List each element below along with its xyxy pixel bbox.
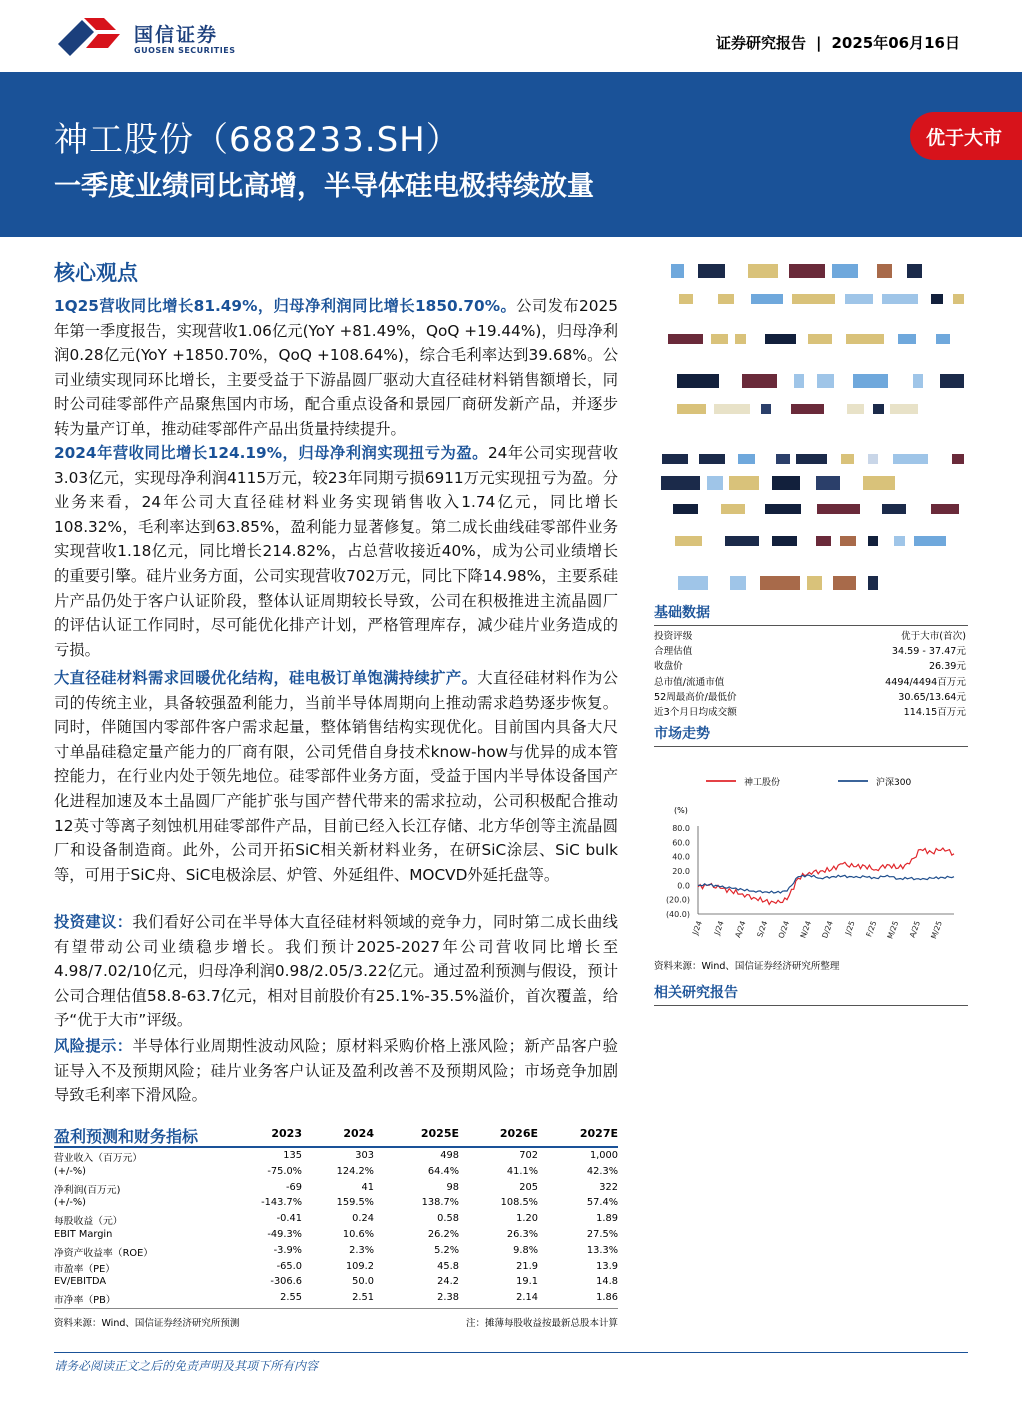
year-header: 2025E bbox=[420, 1127, 459, 1140]
redacted-block bbox=[668, 334, 703, 344]
rating-badge bbox=[910, 112, 1022, 160]
report-title: 神工股份（688233.SH） bbox=[54, 120, 461, 160]
basic-data-value: 26.39元 bbox=[928, 661, 966, 673]
redacted-block bbox=[847, 404, 864, 414]
x-tick-label: N/24 bbox=[798, 919, 813, 940]
table-header bbox=[54, 1124, 618, 1148]
table-row bbox=[54, 1227, 618, 1243]
redacted-block bbox=[735, 334, 746, 344]
redacted-block bbox=[898, 334, 916, 344]
table-cell: 41.1% bbox=[506, 1165, 538, 1177]
redacted-block bbox=[738, 454, 755, 464]
footer-divider bbox=[54, 1352, 968, 1353]
row-label: 市净率（PB） bbox=[54, 1295, 116, 1307]
redacted-block bbox=[765, 504, 801, 514]
table-row bbox=[54, 1243, 618, 1259]
redacted-block bbox=[742, 374, 777, 388]
analyst-info-redacted bbox=[654, 258, 968, 594]
x-tick-label: M/25 bbox=[885, 919, 901, 941]
redacted-block bbox=[816, 476, 840, 490]
row-label: 净利润(百万元) bbox=[54, 1184, 121, 1196]
row-label: 净资产收益率（ROE） bbox=[54, 1247, 154, 1259]
rating-label: 优于大市 bbox=[926, 127, 1003, 149]
table-cell: 138.7% bbox=[421, 1197, 459, 1209]
year-header: 2027E bbox=[579, 1127, 618, 1140]
basic-data-value: 114.15百万元 bbox=[903, 707, 966, 718]
redacted-block bbox=[679, 294, 693, 304]
table-cell: 10.6% bbox=[342, 1228, 374, 1240]
table-row bbox=[54, 1148, 618, 1164]
redacted-block bbox=[789, 264, 825, 278]
table-source: 资料来源：Wind、国信证券经济研究所预测 bbox=[54, 1317, 240, 1329]
row-label: 每股收益（元） bbox=[54, 1216, 123, 1228]
series-line-1 bbox=[698, 848, 954, 904]
table-cell: 702 bbox=[519, 1150, 538, 1161]
redacted-block bbox=[853, 374, 888, 388]
redacted-block bbox=[873, 404, 884, 414]
report-meta bbox=[716, 32, 960, 53]
redacted-block bbox=[953, 294, 964, 304]
core-paragraph-1 bbox=[54, 294, 618, 442]
basic-data-row bbox=[654, 628, 966, 642]
y-tick-label: 20.0 bbox=[672, 867, 690, 876]
table-row bbox=[54, 1290, 618, 1306]
table-cell: 0.24 bbox=[352, 1213, 374, 1225]
investment-advice-paragraph bbox=[54, 910, 618, 1033]
table-cell: 322 bbox=[599, 1181, 618, 1193]
table-cell: 1.86 bbox=[596, 1292, 618, 1304]
redacted-block bbox=[931, 504, 959, 514]
redacted-block bbox=[913, 374, 923, 388]
table-row bbox=[54, 1211, 618, 1227]
basic-data-value: 34.59 - 37.47元 bbox=[891, 646, 966, 658]
redacted-block bbox=[845, 294, 873, 304]
legend-label-series-1: 神工股份 bbox=[744, 778, 781, 788]
table-cell: 21.9 bbox=[516, 1260, 538, 1272]
x-tick-label: M/25 bbox=[929, 919, 944, 941]
y-tick-label: 60.0 bbox=[672, 838, 690, 848]
table-body bbox=[54, 1148, 618, 1306]
y-tick-label: 0.0 bbox=[677, 881, 690, 891]
table-row bbox=[54, 1274, 618, 1290]
year-header: 2023 bbox=[271, 1127, 302, 1140]
logo-text-en: GUOSEN SECURITIES bbox=[134, 46, 236, 55]
row-label: 营业收入（百万元） bbox=[54, 1153, 143, 1164]
meta-separator: | bbox=[816, 34, 822, 52]
table-cell: 135 bbox=[283, 1150, 302, 1161]
table-cell: 2.55 bbox=[280, 1292, 302, 1304]
table-cell: -49.3% bbox=[267, 1228, 302, 1240]
report-date: 2025年06月16日 bbox=[831, 34, 960, 52]
basic-data-value: 优于大市(首次) bbox=[900, 631, 966, 642]
row-label: (+/-%) bbox=[54, 1197, 86, 1209]
redacted-block bbox=[817, 374, 834, 388]
redacted-block bbox=[914, 536, 946, 546]
table-cell: 41 bbox=[361, 1181, 374, 1193]
table-cell: 109.2 bbox=[345, 1260, 374, 1272]
table-cell: 303 bbox=[355, 1150, 374, 1161]
redacted-block bbox=[677, 374, 719, 388]
core-view-heading: 核心观点 bbox=[54, 261, 138, 285]
report-type: 证券研究报告 bbox=[716, 34, 807, 52]
table-cell: 9.8% bbox=[513, 1244, 538, 1256]
x-tick-label: A/25 bbox=[907, 919, 923, 939]
table-cell: 13.3% bbox=[586, 1244, 618, 1256]
redacted-block bbox=[863, 476, 895, 490]
table-cell: 205 bbox=[519, 1181, 538, 1193]
core-paragraph-3 bbox=[54, 666, 618, 887]
redacted-block bbox=[893, 454, 928, 464]
basic-data-value: 4494/4494百万元 bbox=[885, 676, 966, 688]
redacted-block bbox=[816, 536, 831, 546]
logo-mark-icon bbox=[54, 14, 126, 58]
basic-data-key: 总市值/流通市值 bbox=[654, 676, 725, 688]
redacted-block bbox=[882, 294, 918, 304]
table-footer bbox=[54, 1308, 618, 1330]
table-cell: -306.6 bbox=[270, 1276, 302, 1288]
redacted-block bbox=[791, 404, 824, 414]
paragraph-lead: 大直径硅材料需求回暖优化结构，硅电极订单饱满持续扩产。 bbox=[54, 669, 478, 687]
report-subtitle: 一季度业绩同比高增，半导体硅电极持续放量 bbox=[54, 171, 594, 202]
redacted-block bbox=[673, 504, 698, 514]
redacted-block bbox=[931, 294, 943, 304]
table-cell: -69 bbox=[285, 1181, 302, 1193]
redacted-block bbox=[796, 454, 827, 464]
redacted-block bbox=[714, 404, 750, 414]
footer-disclaimer: 请务必阅读正文之后的免责声明及其项下所有内容 bbox=[54, 1359, 319, 1373]
basic-data-heading: 基础数据 bbox=[654, 602, 968, 626]
table-cell: 108.5% bbox=[500, 1197, 538, 1209]
redacted-block bbox=[776, 454, 790, 464]
redacted-block bbox=[751, 294, 783, 304]
paragraph-text: 大直径硅材料作为公司的传统主业，具备较强盈利能力，当前半导体周期向上推动需求趋势逐步恢复。同时，伴随国内零部件客户需求起量，整体销售结构实现优化。目前国内具备大尺寸单晶硅稳定量产能力的厂商有限，公司凭借自身技术know-how与优异的成本管控能力，在行业内处于领先地位。硅零部件业务方面，受益于国内半导体设备国产化进程加速及本土晶圆厂产能扩张与国产替代带来的需求拉动，公司积极配合推动12英寸等离子刻蚀机用硅零部件产品，目前已经入长江存储、北方华创等主流晶圆厂和设备制造商。此外，公司开拓SiC相关新材料业务，在研SiC涂层、SiC bulk等，可用于SiC舟、SiC电极涂层、炉管、外延组件、MOCVD外延托盘等。 bbox=[54, 669, 618, 884]
row-label: EBIT Margin bbox=[54, 1228, 113, 1240]
redacted-block bbox=[730, 576, 746, 590]
redacted-block bbox=[721, 504, 745, 514]
basic-data-row bbox=[654, 658, 966, 672]
company-logo bbox=[54, 14, 244, 62]
table-cell: -143.7% bbox=[261, 1197, 302, 1209]
table-cell: 1.89 bbox=[596, 1213, 618, 1225]
y-tick-label: (40.0) bbox=[665, 910, 690, 919]
redacted-block bbox=[729, 476, 759, 490]
redacted-block bbox=[761, 404, 771, 414]
redacted-block bbox=[698, 264, 725, 278]
table-cell: 50.0 bbox=[352, 1276, 374, 1288]
redacted-block bbox=[846, 334, 884, 344]
basic-data-key: 合理估值 bbox=[654, 646, 693, 658]
redacted-block bbox=[907, 264, 922, 278]
basic-data-row bbox=[654, 643, 966, 657]
redacted-block bbox=[940, 374, 964, 388]
year-header: 2024 bbox=[343, 1127, 374, 1140]
financial-forecast-table bbox=[54, 1124, 618, 1330]
related-reports-heading: 相关研究报告 bbox=[654, 982, 968, 1006]
table-cell: -0.41 bbox=[276, 1213, 302, 1225]
redacted-block bbox=[817, 504, 860, 514]
redacted-block bbox=[772, 536, 797, 546]
redacted-block bbox=[894, 536, 905, 546]
redacted-block bbox=[877, 264, 892, 278]
table-cell: 13.9 bbox=[596, 1260, 618, 1272]
redacted-block bbox=[841, 454, 854, 464]
x-tick-label: A/24 bbox=[733, 919, 748, 939]
legend-label-series-2: 沪深300 bbox=[876, 778, 912, 788]
redacted-block bbox=[868, 536, 878, 546]
redacted-block bbox=[882, 504, 906, 514]
table-cell: 1.20 bbox=[516, 1213, 538, 1225]
basic-data-row bbox=[654, 704, 966, 718]
basic-data-key: 收盘价 bbox=[654, 661, 683, 673]
basic-data-key: 52周最高价/最低价 bbox=[654, 691, 737, 703]
redacted-block bbox=[890, 404, 918, 414]
paragraph-text: 半导体行业周期性波动风险；原材料采购价格上涨风险；新产品客户验证导入不及预期风险；硅片业务客户认证及盈利改善不及预期风险；市场竞争加剧导致毛利率下滑风险。 bbox=[54, 1037, 618, 1105]
table-title: 盈利预测和财务指标 bbox=[54, 1127, 199, 1146]
row-label: 市盈率（PE） bbox=[54, 1263, 116, 1275]
table-row bbox=[54, 1180, 618, 1196]
table-cell: 2.3% bbox=[349, 1244, 374, 1256]
table-cell: 98 bbox=[446, 1181, 459, 1193]
x-tick-label: J/25 bbox=[843, 919, 857, 937]
redacted-block bbox=[840, 536, 856, 546]
top-bar bbox=[0, 0, 1022, 72]
chart-source: 资料来源：Wind、国信证券经济研究所整理 bbox=[654, 961, 840, 972]
stock-trend-chart bbox=[654, 766, 968, 956]
x-tick-label: J/24 bbox=[712, 919, 726, 937]
basic-data-key: 投资评级 bbox=[654, 631, 693, 642]
table-cell: 124.2% bbox=[336, 1165, 374, 1177]
row-label: (+/-%) bbox=[54, 1165, 86, 1177]
table-cell: 159.5% bbox=[336, 1197, 374, 1209]
table-cell: 1,000 bbox=[589, 1150, 618, 1161]
table-cell: 19.1 bbox=[516, 1276, 538, 1288]
table-cell: 57.4% bbox=[586, 1197, 618, 1209]
redacted-block bbox=[792, 294, 835, 304]
logo-text-cn: 国信证券 bbox=[134, 24, 219, 46]
redacted-block bbox=[671, 264, 684, 278]
x-tick-label: S/24 bbox=[755, 919, 770, 939]
redacted-block bbox=[765, 334, 796, 344]
paragraph-lead: 2024年营收同比增长124.19%，归母净利润实现扭亏为盈。 bbox=[54, 444, 488, 462]
redacted-block bbox=[677, 404, 706, 414]
table-cell: 2.51 bbox=[352, 1292, 374, 1304]
paragraph-text: 24年公司实现营收3.03亿元，实现母净利润4115万元，较23年同期亏损6911万元实现扭亏为盈。分业务来看，24年公司大直径硅材料业务实现销售收入1.74亿元，同比增长108.32%，毛利率达到63.85%，盈利能力显著修复。第二成长曲线硅零部件业务实现营收1.18亿元，同比增长214.82%，占总营收接近40%，成为公司业绩增长的重要引擎。硅片业务方面，公司实现营收702万元，同比下降14.98%，主要系硅片产品仍处于客户认证阶段，整体认证周期较长导致，公司在积极推进主流晶圆厂的评估认证工作同时，尽可能优化排产计划，严格管理库存，减少硅片业务造成的亏损。 bbox=[54, 444, 618, 659]
table-cell: 14.8 bbox=[596, 1276, 618, 1288]
table-cell: 26.2% bbox=[427, 1228, 459, 1240]
redacted-block bbox=[699, 454, 725, 464]
table-cell: -75.0% bbox=[267, 1165, 302, 1177]
redacted-block bbox=[707, 476, 723, 490]
redacted-block bbox=[678, 576, 708, 590]
redacted-block bbox=[772, 476, 800, 490]
risk-warning-paragraph bbox=[54, 1034, 618, 1108]
redacted-block bbox=[675, 536, 702, 546]
table-cell: 0.58 bbox=[437, 1213, 459, 1225]
table-cell: -3.9% bbox=[273, 1244, 302, 1256]
x-tick-label: F/25 bbox=[864, 919, 879, 939]
redacted-block bbox=[936, 334, 950, 344]
redacted-block bbox=[661, 476, 700, 490]
redacted-block bbox=[833, 576, 856, 590]
paragraph-lead: 1Q25营收同比增长81.49%，归母净利润同比增长1850.70%。 bbox=[54, 297, 517, 315]
x-tick-label: O/24 bbox=[776, 919, 792, 940]
table-cell: 26.3% bbox=[506, 1228, 538, 1240]
table-cell: 2.38 bbox=[437, 1292, 459, 1304]
redacted-block bbox=[794, 374, 804, 388]
table-cell: -65.0 bbox=[276, 1260, 302, 1272]
table-cell: 5.2% bbox=[434, 1244, 459, 1256]
paragraph-lead: 风险提示： bbox=[54, 1037, 133, 1055]
y-tick-label: 80.0 bbox=[672, 824, 690, 833]
y-tick-label: 40.0 bbox=[672, 852, 690, 862]
table-note: 注：摊薄每股收益按最新总股本计算 bbox=[465, 1317, 618, 1329]
year-header: 2026E bbox=[499, 1127, 538, 1140]
core-paragraph-2 bbox=[54, 441, 618, 662]
paragraph-lead: 投资建议： bbox=[54, 913, 133, 931]
redacted-block bbox=[832, 264, 858, 278]
title-banner bbox=[0, 72, 1022, 237]
table-cell: 498 bbox=[440, 1150, 459, 1161]
basic-data-value: 30.65/13.64元 bbox=[898, 691, 966, 703]
redacted-block bbox=[868, 454, 878, 464]
table-row bbox=[54, 1259, 618, 1275]
redacted-block bbox=[725, 536, 759, 546]
basic-data-key: 近3个月日均成交额 bbox=[654, 707, 737, 718]
redacted-block bbox=[718, 294, 734, 304]
basic-data-row bbox=[654, 674, 966, 688]
x-tick-label: D/24 bbox=[820, 919, 835, 940]
paragraph-text: 公司发布2025年第一季度报告，实现营收1.06亿元(YoY +81.49%，QoQ +19.44%)，归母净利润0.28亿元(YoY +1850.70%，QoQ +108.64%)，综合毛利率达到39.68%。公司业绩实现同环比增长，主要受益于下游晶圆厂驱动大直径硅材料销售额增长，同时公司硅零部件产品聚焦国内市场，配合重点设备和景园厂商研发新产品，并逐步转为量产订单，推动硅零部件产品出货量持续提升。 bbox=[54, 297, 618, 438]
market-trend-heading: 市场走势 bbox=[654, 723, 968, 747]
redacted-block bbox=[711, 334, 728, 344]
table-cell: 64.4% bbox=[427, 1165, 459, 1177]
row-label: EV/EBITDA bbox=[54, 1276, 107, 1288]
redacted-block bbox=[760, 576, 800, 590]
redacted-block bbox=[807, 576, 822, 590]
redacted-block bbox=[662, 454, 688, 464]
redacted-block bbox=[748, 264, 778, 278]
table-row bbox=[54, 1164, 618, 1180]
table-cell: 45.8 bbox=[437, 1260, 459, 1272]
y-tick-label: (20.0) bbox=[665, 895, 690, 905]
table-cell: 27.5% bbox=[586, 1228, 618, 1240]
redacted-block bbox=[952, 454, 964, 464]
table-cell: 24.2 bbox=[437, 1276, 459, 1288]
redacted-block bbox=[808, 334, 832, 344]
table-cell: 2.14 bbox=[516, 1292, 538, 1304]
table-row bbox=[54, 1195, 618, 1211]
redacted-block bbox=[868, 576, 878, 590]
y-axis-unit: (%) bbox=[674, 806, 688, 815]
basic-data-row bbox=[654, 689, 966, 703]
paragraph-text: 我们看好公司在半导体大直径硅材料领域的竞争力，同时第二成长曲线有望带动公司业绩稳步增长。我们预计2025-2027年公司营收同比增长至4.98/7.02/10亿元，归母净利润0.98/2.05/3.22亿元。通过盈利预测与假设，预计公司合理估值58.8-63.7亿元，相对目前股价有25.1%-35.5%溢价，首次覆盖，给予“优于大市”评级。 bbox=[54, 913, 618, 1030]
table-cell: 42.3% bbox=[586, 1165, 618, 1177]
x-tick-label: J/24 bbox=[690, 919, 704, 937]
